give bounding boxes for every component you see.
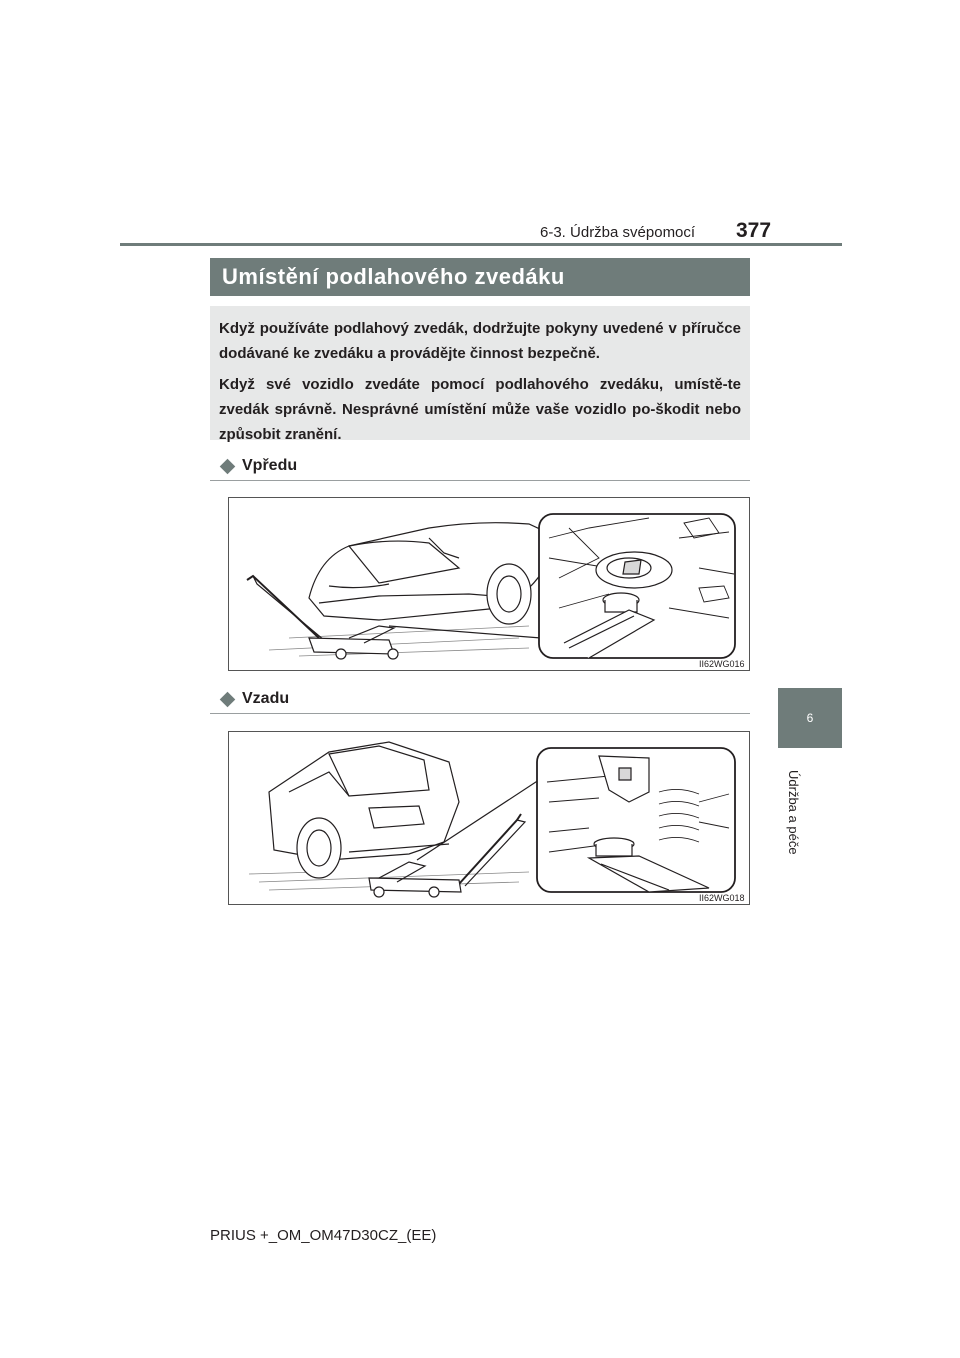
intro-paragraph-2: Když své vozidlo zvedáte pomocí podlahového zvedáku, umístě-te zvedák správně. Nesprávné umístění může vaše vozidlo po-škodit nebo způsobit zranění.: [219, 376, 741, 443]
section-title: Umístění podlahového zvedáku: [210, 258, 750, 296]
footer-document-code: PRIUS +_OM_OM47D30CZ_(EE): [210, 1227, 437, 1244]
front-heading-rule: [210, 480, 750, 481]
rear-heading: [220, 690, 289, 708]
front-heading-text: Vpředu: [242, 457, 298, 474]
rear-heading-text: Vzadu: [242, 690, 290, 707]
chapter-label-text: Údržba a péče: [786, 770, 801, 855]
rear-jack-illustration: [228, 731, 750, 905]
chapter-label: [778, 770, 808, 880]
front-jack-illustration: [228, 497, 750, 671]
diamond-bullet-icon: [220, 458, 236, 474]
page-number: 377: [736, 219, 772, 242]
front-heading: [220, 457, 297, 475]
chapter-tab: [778, 688, 842, 748]
chapter-number: 6: [806, 711, 814, 725]
running-header-section: 6-3. Údržba svépomocí: [540, 224, 696, 241]
rear-figure-code: II62WG018: [699, 893, 745, 903]
intro-paragraph-1: Když používáte podlahový zvedák, dodržujte pokyny uvedené v příručce dodávané ke zvedáku a provádějte činnost bezpečně.: [219, 320, 741, 362]
diamond-bullet-icon: [220, 691, 236, 707]
front-figure-code: II62WG016: [699, 659, 745, 669]
rear-heading-rule: [210, 713, 750, 714]
front-jack-drawing: [229, 498, 749, 670]
rear-jack-drawing: [229, 732, 749, 904]
intro-box: [210, 306, 750, 443]
header-divider: [120, 243, 842, 246]
